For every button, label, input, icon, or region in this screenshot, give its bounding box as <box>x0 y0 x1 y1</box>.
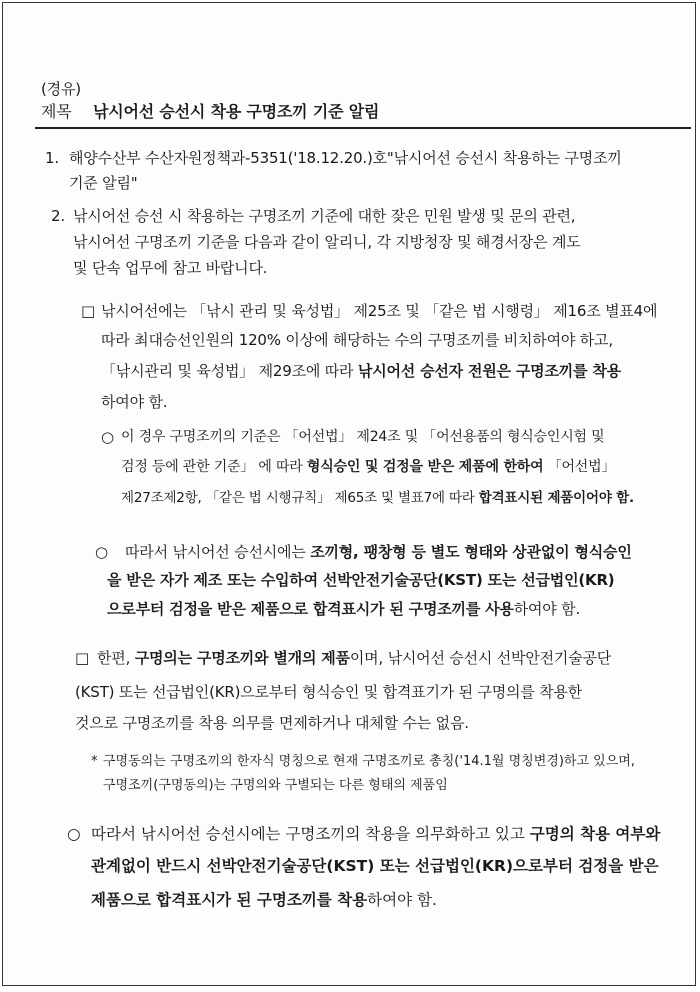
section2-line1-plain: 따라서 낚시어선 승선시에는 <box>125 543 311 561</box>
section2-line3-bold2: 합격표시가 된 구명조끼를 사용 <box>312 600 514 618</box>
section1-sub-line2 <box>121 457 615 477</box>
item2-number: 2. <box>51 207 65 225</box>
section3-line1-bold: 구명의는 구명조끼와 별개의 제품 <box>134 649 350 667</box>
section4-line2: 관계없이 반드시 선박안전기술공단(KST) 또는 선급법인(KR)으로부터 검정을 받은 <box>91 857 659 875</box>
reason-label: (경유) <box>41 80 81 98</box>
section3-line1-tail: 이며, 낚시어선 승선시 선박안전기술공단 <box>349 649 612 667</box>
subject-label: 제목 <box>41 102 72 121</box>
section2-line1 <box>125 542 632 562</box>
section1-sub-line3 <box>121 488 634 508</box>
section1-line3-bold: 낚시어선 승선자 전원은 구명조끼를 착용 <box>357 362 621 380</box>
section4-line1-bold: 구명의 착용 여부와 <box>529 825 661 843</box>
section1-sub-line1: 이 경우 구명조끼의 기준은 「어선법」 제24조 및 「어선용품의 형식승인시험 및 <box>121 429 605 445</box>
section1-line1: 낚시어선에는 「낚시 관리 및 육성법」 제25조 및 「같은 법 시행령」 제16조 별표4에 <box>101 302 658 320</box>
section4-bullet: ○ <box>67 825 81 843</box>
section2-line2-bold: 을 받은 자가 제조 또는 수입하여 <box>107 571 323 589</box>
item1-line1: 해양수산부 수산자원정책과-5351('18.12.20.)호"낚시어선 승선시 착용하는 구명조끼 <box>69 149 622 167</box>
section3-bullet: □ <box>75 649 89 667</box>
item2-line2: 낚시어선 구명조끼 기준을 다음과 같이 알리니, 각 지방청장 및 해경서장은 계도 <box>73 233 581 251</box>
section4-line3 <box>91 889 437 911</box>
section1-sub-line2-tail: 「어선법」 <box>543 459 616 475</box>
section1-sub-line3-plain: 제27조제2항, 「같은 법 시행규칙」 제65조 및 별표7에 따라 <box>121 490 479 506</box>
section1-line4: 하여야 함. <box>101 393 168 411</box>
section2-bullet: ○ <box>95 543 108 561</box>
section1-sub-bullet: ○ <box>101 428 114 446</box>
section1-sub-line3-bold: 합격표시된 제품이어야 함. <box>478 490 634 506</box>
section3-line1-plain: 한편, <box>97 649 135 667</box>
section4-line3-bold: 제품으로 합격표시가 된 구명조끼를 착용 <box>91 891 368 909</box>
subject-title: 낚시어선 승선시 착용 구명조끼 기준 알림 <box>93 102 380 121</box>
section2-line3 <box>107 599 580 619</box>
section1-sub-line2-bold: 형식승인 및 검정을 받은 제품에 한하여 <box>306 459 544 475</box>
section4-line1 <box>91 823 660 845</box>
section1-line2: 따라 최대승선인원의 120% 이상에 해당하는 수의 구명조끼를 비치하여야 하고, <box>101 331 613 349</box>
section3-line2: (KST) 또는 선급법인(KR)으로부터 형식승인 및 합격표기가 된 구명의를 착용한 <box>75 683 583 701</box>
section2-line3-plain: 하여야 함. <box>513 600 581 618</box>
document-page <box>2 2 696 986</box>
section1-bullet: □ <box>81 302 95 320</box>
item1-line2: 기준 알림" <box>69 174 138 192</box>
section2-line3-bold: 으로부터 검정을 받은 제품으로 <box>107 600 313 618</box>
section1-line3 <box>101 361 621 381</box>
note-line1: 구명동의는 구명조끼의 한자식 명칭으로 현재 구명조끼로 총칭('14.1월 명칭변경)하고 있으며, <box>103 754 635 769</box>
title-divider <box>35 127 691 129</box>
section2-line1-bold: 조끼형, 팽창형 등 별도 형태와 상관없이 형식승인 <box>310 543 632 561</box>
section4-line1-plain: 따라서 낚시어선 승선시에는 구명조끼의 착용을 의무화하고 있고 <box>91 825 530 843</box>
section3-line1 <box>97 648 611 668</box>
section1-sub-line2-plain: 검정 등에 관한 기준」 에 따라 <box>121 459 307 475</box>
section1-line3-plain: 「낚시관리 및 육성법」 제29조에 따라 <box>101 362 358 380</box>
section3-line3: 것으로 구명조끼를 착용 의무를 면제하거나 대체할 수는 없음. <box>75 714 469 732</box>
item1-number: 1. <box>45 149 59 167</box>
section2-line2 <box>107 570 614 590</box>
note-mark: * <box>91 754 98 769</box>
note-line2: 구명조끼(구명동의)는 구명의와 구별되는 다른 형태의 제품임 <box>103 778 448 793</box>
section4-line3-plain: 하여야 함. <box>367 891 437 909</box>
item2-line1: 낚시어선 승선 시 착용하는 구명조끼 기준에 대한 잦은 민원 발생 및 문의 관련, <box>73 207 576 225</box>
section2-line2-bold2: 선박안전기술공단(KST) 또는 선급법인(KR) <box>322 571 615 589</box>
item2-line3: 및 단속 업무에 참고 바랍니다. <box>73 259 268 277</box>
